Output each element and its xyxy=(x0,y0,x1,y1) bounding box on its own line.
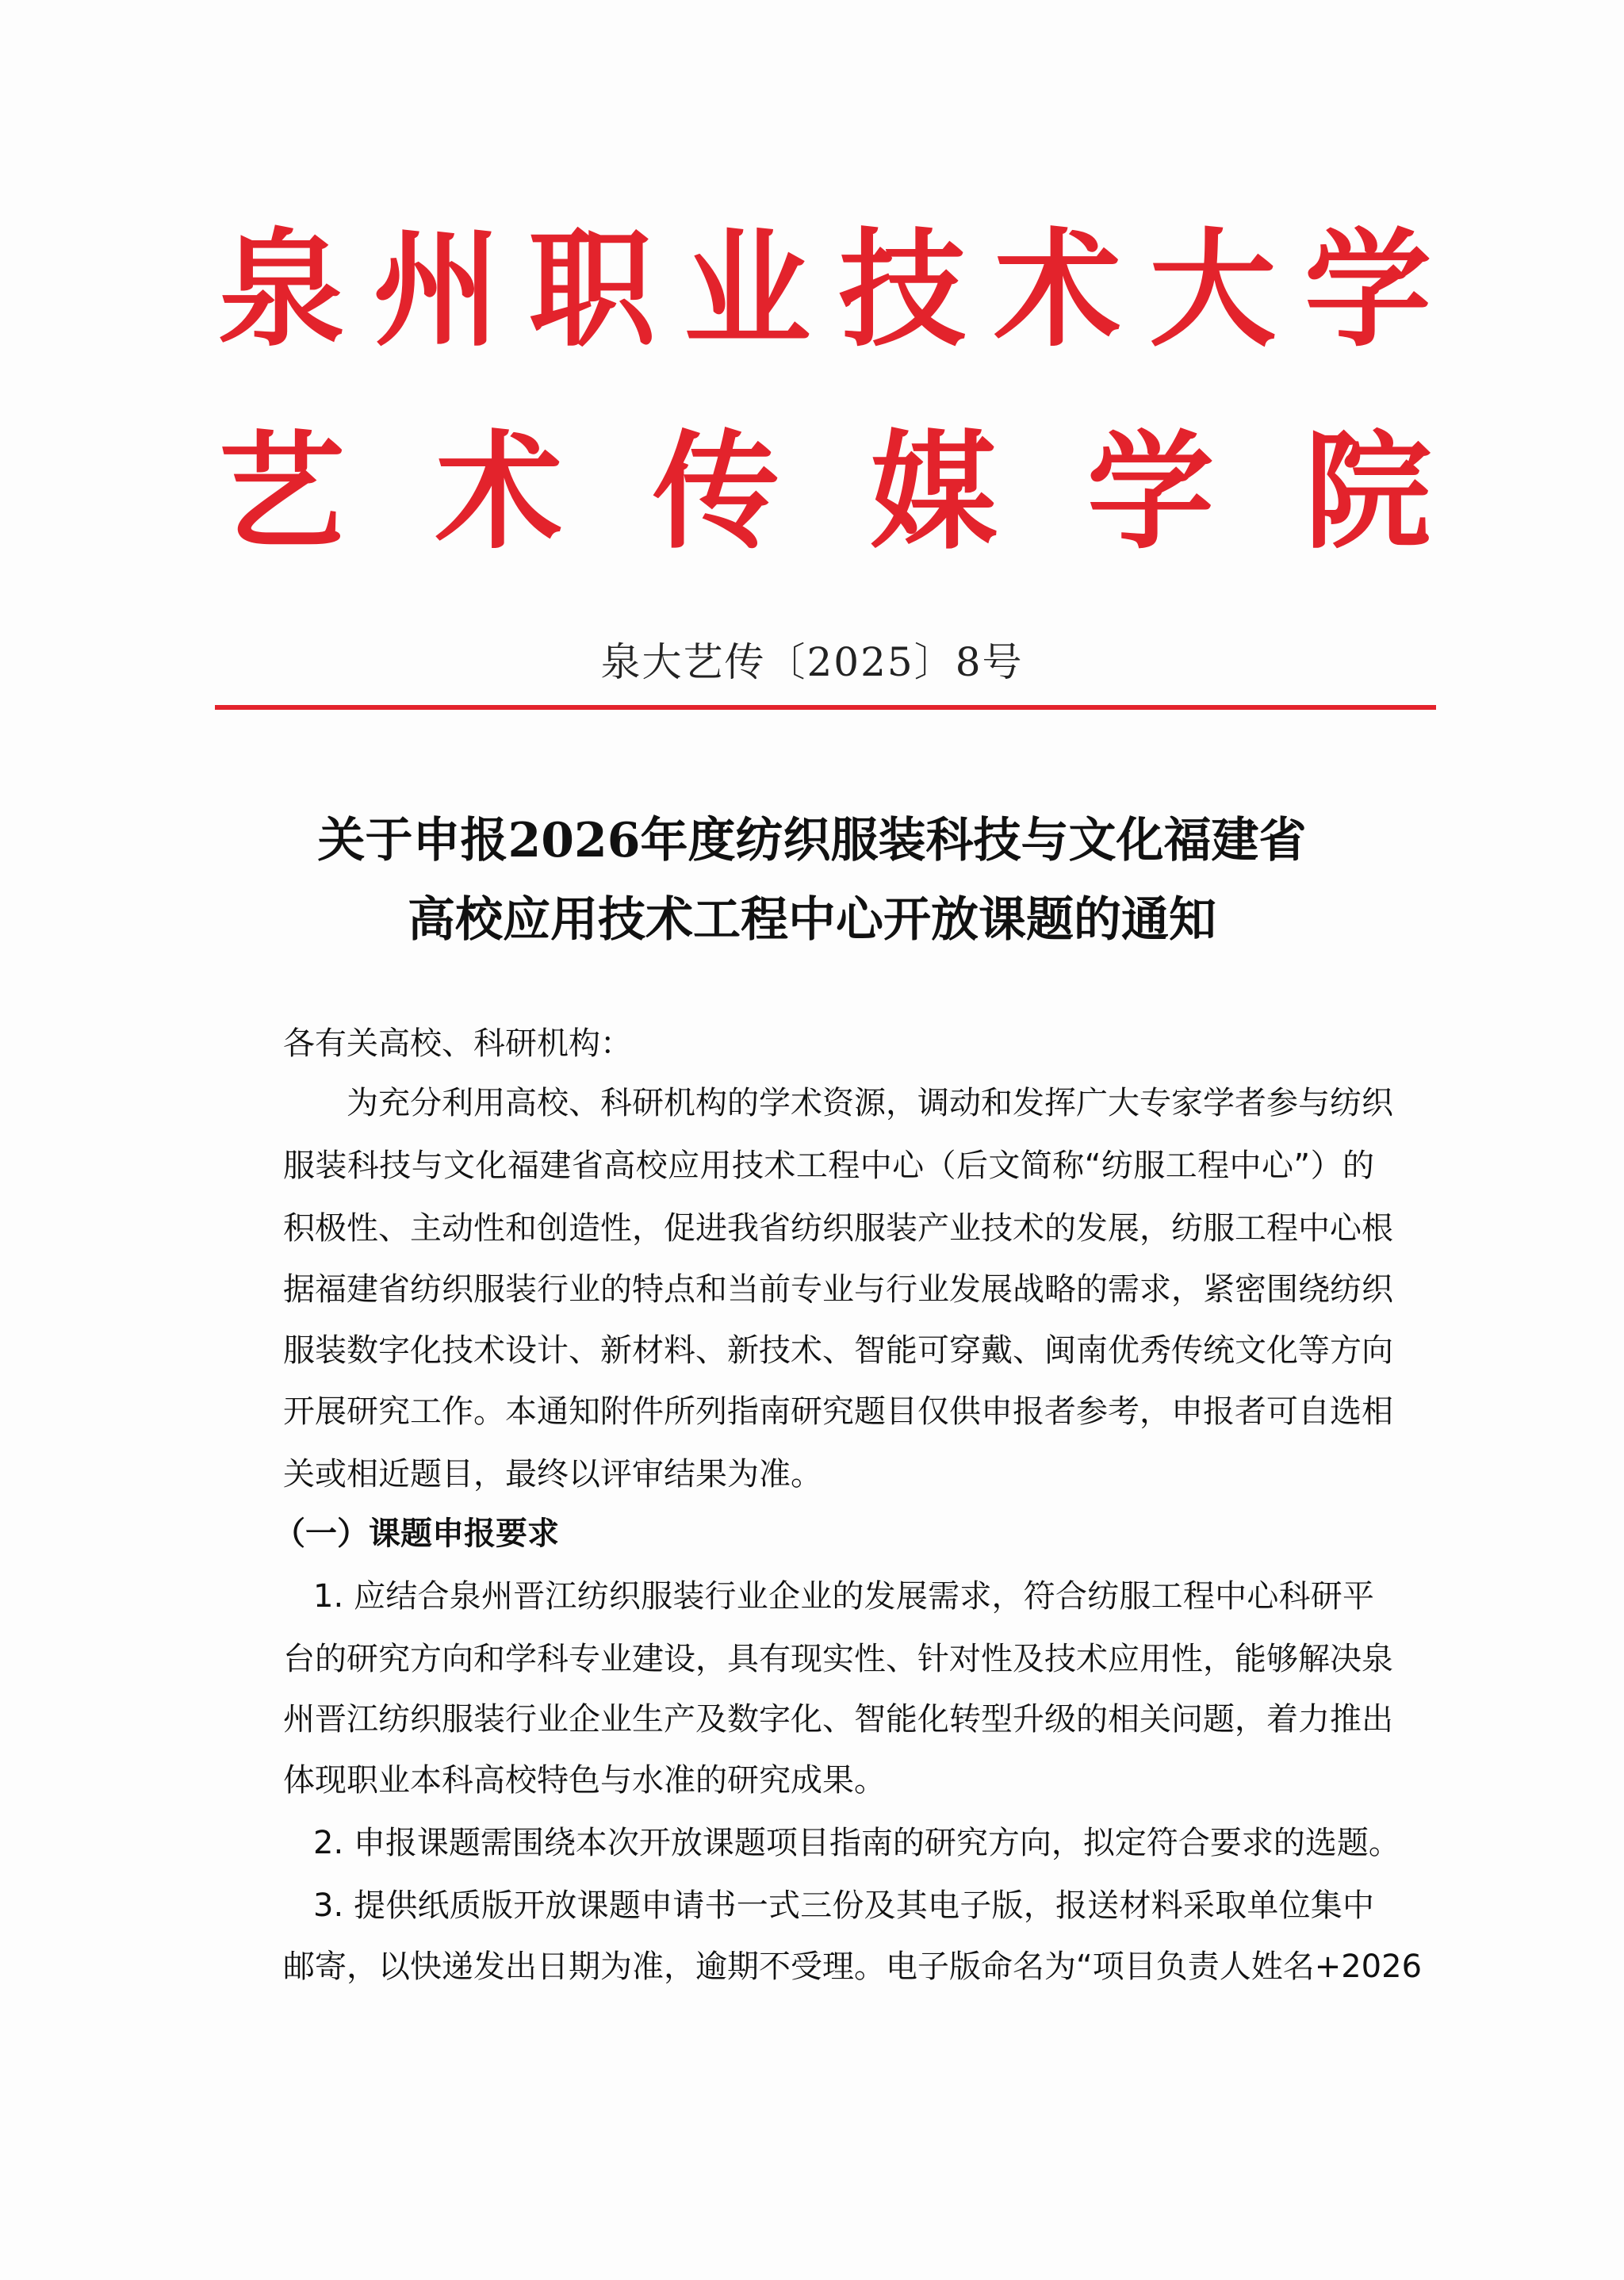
list-item-line: 体现职业本科高校特色与水准的研究成果。 xyxy=(283,1762,886,1799)
paragraph-line: 据福建省纺织服装行业的特点和当前专业与行业发展战略的需求，紧密围绕纺织 xyxy=(283,1271,1393,1308)
list-item-line: 邮寄，以快递发出日期为准，逾期不受理。电子版命名为“项目负责人姓名+2026 xyxy=(283,1949,1423,1985)
list-item-line: 台的研究方向和学科专业建设，具有现实性、针对性及技术应用性，能够解决泉 xyxy=(283,1641,1393,1677)
document-title-line1: 关于申报2026年度纺织服装科技与文化福建省 xyxy=(317,813,1307,868)
institution-name-line2: 艺术传媒学院 xyxy=(218,417,1431,566)
paragraph-line: 为充分利用高校、科研机构的学术资源，调动和发挥广大专家学者参与纺织 xyxy=(347,1085,1393,1121)
paragraph-line: 服装数字化技术设计、新材料、新技术、智能可穿戴、闽南优秀传统文化等方向 xyxy=(283,1332,1393,1369)
section-heading: （一）课题申报要求 xyxy=(274,1516,559,1552)
paragraph-line: 服装科技与文化福建省高校应用技术工程中心（后文简称“纺服工程中心”）的 xyxy=(283,1148,1374,1184)
paragraph-line: 关或相近题目，最终以评审结果为准。 xyxy=(283,1456,822,1493)
document-title-line2: 高校应用技术工程中心开放课题的通知 xyxy=(408,892,1216,948)
red-divider xyxy=(215,705,1436,710)
salutation: 各有关高校、科研机构： xyxy=(283,1025,632,1062)
list-item-line: 1. 应结合泉州晋江纺织服装行业企业的发展需求，符合纺服工程中心科研平 xyxy=(313,1578,1374,1615)
list-item-line: 3. 提供纸质版开放课题申请书一式三份及其电子版，报送材料采取单位集中 xyxy=(313,1887,1374,1924)
list-item-line: 2. 申报课题需围绕本次开放课题项目指南的研究方向，拟定符合要求的选题。 xyxy=(313,1825,1400,1861)
list-item-line: 州晋江纺织服装行业企业生产及数字化、智能化转型升级的相关问题，着力推出 xyxy=(283,1701,1393,1738)
paragraph-line: 积极性、主动性和创造性，促进我省纺织服装产业技术的发展，纺服工程中心根 xyxy=(283,1210,1393,1247)
paragraph-line: 开展研究工作。本通知附件所列指南研究题目仅供申报者参考，申报者可自选相 xyxy=(283,1393,1393,1430)
document-number: 泉大艺传〔2025〕8号 xyxy=(600,639,1024,685)
institution-name-line1: 泉州职业技术大学 xyxy=(218,215,1431,364)
